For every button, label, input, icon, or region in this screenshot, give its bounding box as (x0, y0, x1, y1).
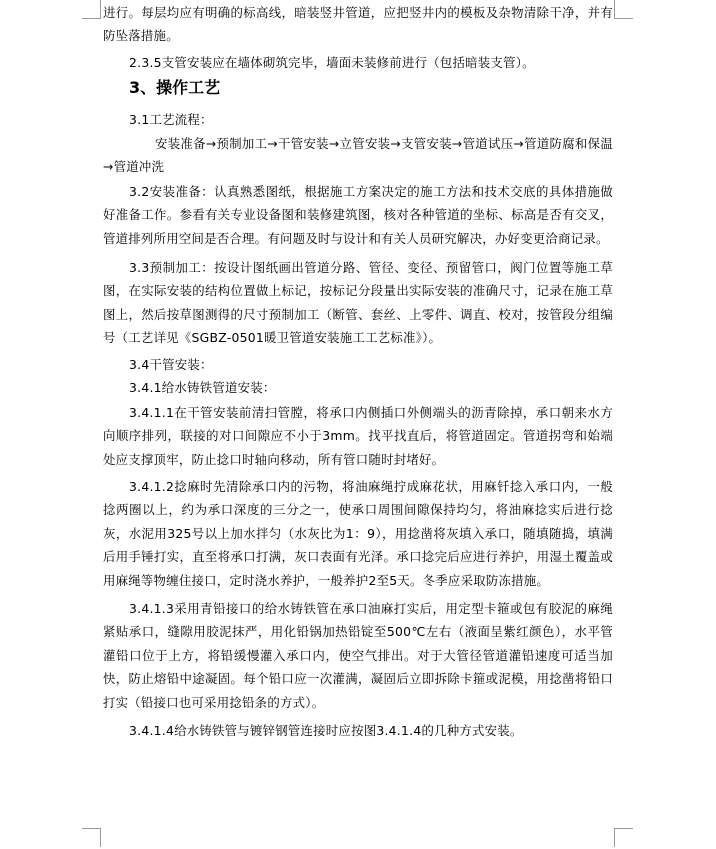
section-heading-3: 3、操作工艺 (129, 78, 221, 97)
paragraph-3-4: 3.4干管安装： (129, 357, 213, 372)
crop-mark-bottom-left (82, 828, 101, 847)
process-flow-text: 安装准备→预制加工→干管安装→立管安装→支管安装→管道试压→管道防腐和保温→管道冲洗 (103, 136, 613, 175)
paragraph-2-3-5: 2.3.5支管安装应在墙体砌筑完毕，墙面未装修前进行（包括暗装支管）。 (129, 55, 535, 70)
paragraph-3-4-1-1: 3.4.1.1在干管安装前清扫管膛，将承口内侧插口外侧端头的沥青除掉，承口朝来水方向顺序排列，联接的对口间隙应不小于3mm。找平找直后，将管道固定。管道拐弯和始端处应支撑顶牢，防止捻口时轴向移动，所有管口随时封堵好。 (103, 405, 613, 467)
crop-mark-top-right (614, 0, 633, 19)
paragraph-3-4-1-4: 3.4.1.4给水铸铁管与镀锌钢管连接时应按图3.4.1.4的几种方式安装。 (129, 723, 523, 738)
crop-mark-top-left (82, 0, 101, 19)
crop-mark-bottom-right (614, 828, 633, 847)
paragraph-3-4-1-2: 3.4.1.2捻麻时先清除承口内的污物，将油麻绳拧成麻花状，用麻钎捻入承口内，一般捻两圈以上，约为承口深度的三分之一，使承口周围间隙保持均匀，将油麻捻实后进行捻灰，水泥用325号以上加水拌匀（水灰比为1：9），用捻凿将灰填入承口，随填随捣，填满后用手锤打实，直至将承口打满，灰口表面有光泽。承口捻完后应进行养护，用湿土覆盖或用麻绳等物缠住接口，定时浇水养护，一般养护2至5天。冬季应采取防冻措施。 (103, 479, 613, 588)
paragraph-3-1: 3.1工艺流程： (129, 112, 213, 127)
paragraph-3-3: 3.3预制加工：按设计图纸画出管道分路、管径、变径、预留管口，阀门位置等施工草图，在实际安装的结构位置做上标记，按标记分段量出实际安装的准确尺寸，记录在施工草图上，然后按草图测得的尺寸预制加工（断管、套丝、上零件、调直、校对，按管段分组编号（工艺详见《SGBZ-0501暖卫管道安装施工工艺标准》）。 (103, 260, 613, 346)
paragraph-3-4-1: 3.4.1给水铸铁管道安装： (129, 380, 276, 395)
paragraph-3-4-1-3: 3.4.1.3采用青铅接口的给水铸铁管在承口油麻打实后，用定型卡箍或包有胶泥的麻绳紧贴承口，缝隙用胶泥抹严，用化铅锅加热铅锭至500℃左右（液面呈紫红颜色），水平管灌铅口位于上方，将铅缓慢灌入承口内，使空气排出。对于大管径管道灌铅速度可适当加快，防止熔铅中途凝固。每个铅口应一次灌满，凝固后立即拆除卡箍或泥模，用捻凿将铅口打实（铅接口也可采用捻铅条的方式）。 (103, 601, 613, 710)
paragraph-continued: 进行。每层均应有明确的标高线，暗装竖井管道，应把竖井内的模板及杂物清除干净，并有防坠落措施。 (103, 5, 613, 44)
paragraph-3-2: 3.2安装准备：认真熟悉图纸，根据施工方案决定的施工方法和技术交底的具体措施做好准备工作。参看有关专业设备图和装修建筑图，核对各种管道的坐标、标高是否有交叉，管道排列所用空间是否合理。有问题及时与设计和有关人员研究解决，办好变更洽商记录。 (103, 184, 613, 246)
